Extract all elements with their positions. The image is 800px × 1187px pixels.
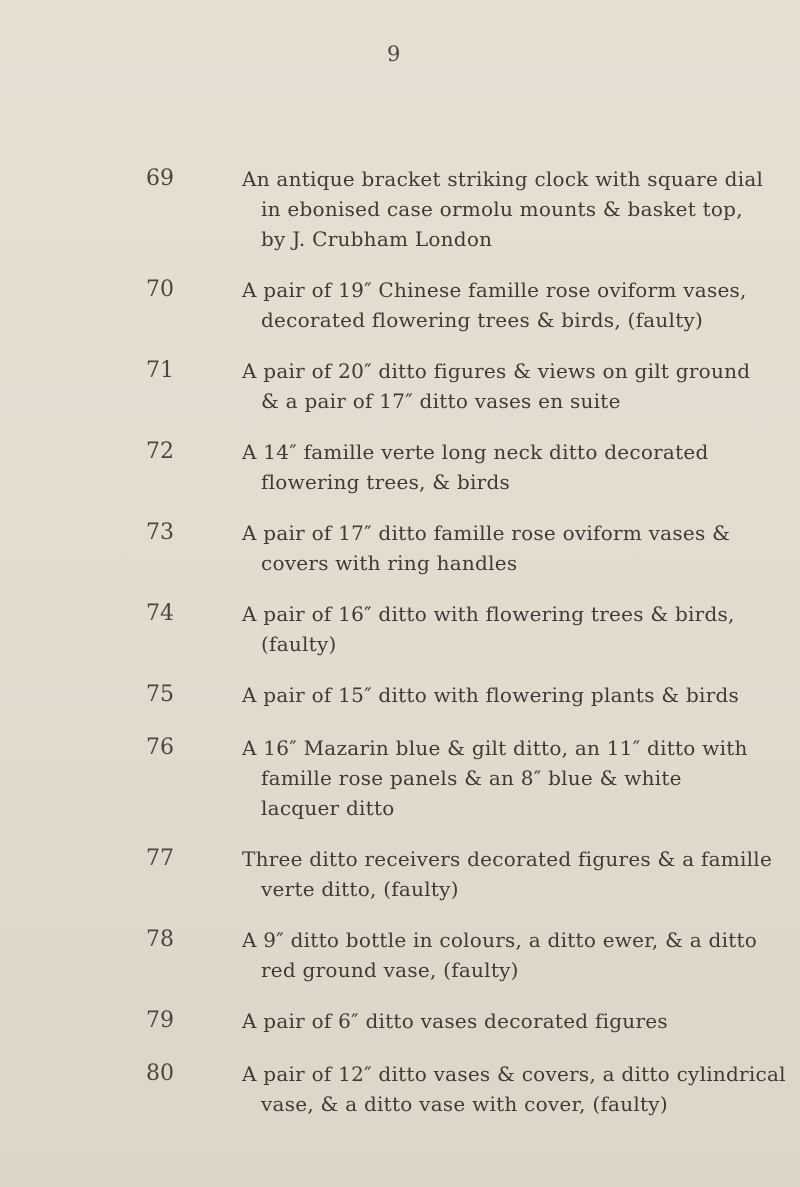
description-line: A 16″ Mazarin blue & gilt ditto, an 11″ ditto with: [242, 736, 748, 760]
lot-description: [242, 437, 762, 497]
description-line: A pair of 19″ Chinese famille rose oviform vases,: [242, 278, 747, 302]
lot-number: 80: [146, 1061, 174, 1086]
description-line: verte ditto, (faulty): [261, 877, 459, 901]
description-line: A pair of 12″ ditto vases & covers, a ditto cylindrical: [242, 1062, 786, 1086]
lot-number: 77: [146, 846, 174, 871]
lot-description: [242, 844, 773, 904]
lot-number: 74: [146, 601, 174, 626]
description-line: lacquer ditto: [261, 796, 395, 820]
lot-description: [242, 599, 762, 659]
lot-description: [242, 1059, 786, 1119]
description-line: Three ditto receivers decorated figures & a famille: [242, 847, 773, 871]
lot-description: [242, 275, 762, 335]
description-line: A pair of 15″ ditto with flowering plants & birds: [242, 683, 740, 707]
lot-number: 70: [146, 277, 174, 302]
description-line: A 14″ famille verte long neck ditto decorated: [242, 440, 709, 464]
lot-description: [242, 164, 762, 254]
page-number: 9: [387, 42, 401, 66]
lot-number: 79: [146, 1008, 174, 1033]
description-line: vase, & a ditto vase with cover, (faulty): [261, 1092, 668, 1116]
description-line: flowering trees, & birds: [261, 470, 511, 494]
lot-description: [242, 733, 762, 823]
description-line: covers with ring handles: [261, 551, 518, 575]
description-line: (faulty): [261, 632, 337, 656]
description-line: A pair of 17″ ditto famille rose oviform vases &: [242, 521, 731, 545]
lot-description: [242, 925, 762, 985]
description-line: A pair of 6″ ditto vases decorated figures: [242, 1009, 668, 1033]
lot-number: 76: [146, 735, 174, 760]
description-line: A pair of 20″ ditto figures & views on gilt ground: [242, 359, 751, 383]
lot-description: [242, 680, 762, 710]
description-line: A 9″ ditto bottle in colours, a ditto ewer, & a ditto: [242, 928, 758, 952]
lot-number: 78: [146, 927, 174, 952]
lot-description: [242, 518, 762, 578]
lot-description: [242, 356, 762, 416]
lot-number: 73: [146, 520, 174, 545]
description-line: in ebonised case ormolu mounts & basket top,: [261, 197, 743, 221]
lot-number: 72: [146, 439, 174, 464]
description-line: & a pair of 17″ ditto vases en suite: [261, 389, 621, 413]
description-line: by J. Crubham London: [261, 227, 493, 251]
description-line: famille rose panels & an 8″ blue & white: [261, 766, 682, 790]
lot-description: [242, 1006, 762, 1036]
description-line: red ground vase, (faulty): [261, 958, 519, 982]
description-line: decorated flowering trees & birds, (faulty): [261, 308, 704, 332]
description-line: An antique bracket striking clock with square dial: [242, 167, 764, 191]
lot-number: 75: [146, 682, 174, 707]
description-line: A pair of 16″ ditto with flowering trees & birds,: [242, 602, 735, 626]
lot-number: 69: [146, 166, 174, 191]
lot-number: 71: [146, 358, 174, 383]
